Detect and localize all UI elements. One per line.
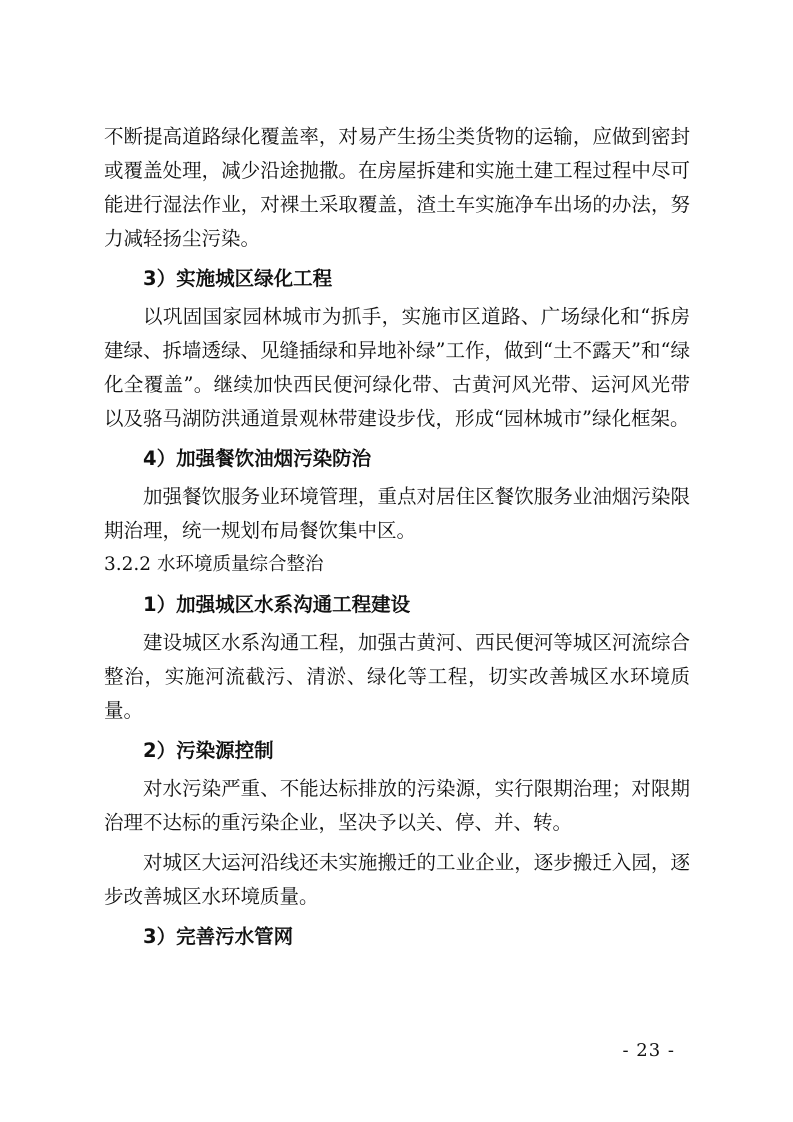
paragraph-water-system: 建设城区水系沟通工程，加强古黄河、西民便河等城区河流综合整治，实施河流截污、清淤、绿化等工程，切实改善城区水环境质量。 [104, 631, 690, 722]
document-body [104, 120, 690, 958]
paragraph-pollution-source-2: 对城区大运河沿线还未实施搬迁的工业企业，逐步搬迁入园，逐步改善城区水环境质量。 [104, 851, 690, 908]
heading-pollution-source: 2）污染源控制 [143, 739, 274, 762]
paragraph-catering-fumes: 加强餐饮服务业环境管理，重点对居住区餐饮服务业油烟污染限期治理，统一规划布局餐饮集中区。 [104, 485, 690, 542]
subsection-title-water-quality: 3.2.2 水环境质量综合整治 [104, 554, 324, 575]
paragraph-pollution-source-1: 对水污染严重、不能达标排放的污染源，实行限期治理；对限期治理不达标的重污染企业，坚决予以关、停、并、转。 [104, 777, 690, 834]
heading-sewer-network: 3）完善污水管网 [143, 925, 294, 948]
heading-catering-fumes: 4）加强餐饮油烟污染防治 [143, 447, 372, 470]
page-number: - 23 - [622, 1040, 675, 1061]
paragraph-urban-greening: 以巩固国家园林城市为抓手，实施市区道路、广场绿化和“拆房建绿、拆墙透绿、见缝插绿和异地补绿”工作，做到“土不露天”和“绿化全覆盖”。继续加快西民便河绿化带、古黄河风光带、运河风光带以及骆马湖防洪通道景观林带建设步伐，形成“园林城市”绿化框架。 [104, 305, 690, 430]
heading-water-system: 1）加强城区水系沟通工程建设 [143, 593, 411, 616]
paragraph-dust-control: 不断提高道路绿化覆盖率，对易产生扬尘类货物的运输，应做到密封或覆盖处理，减少沿途抛撒。在房屋拆建和实施土建工程过程中尽可能进行湿法作业，对裸土采取覆盖，渣土车实施净车出场的办法，努力减轻扬尘污染。 [104, 125, 690, 250]
heading-urban-greening: 3）实施城区绿化工程 [143, 267, 333, 290]
